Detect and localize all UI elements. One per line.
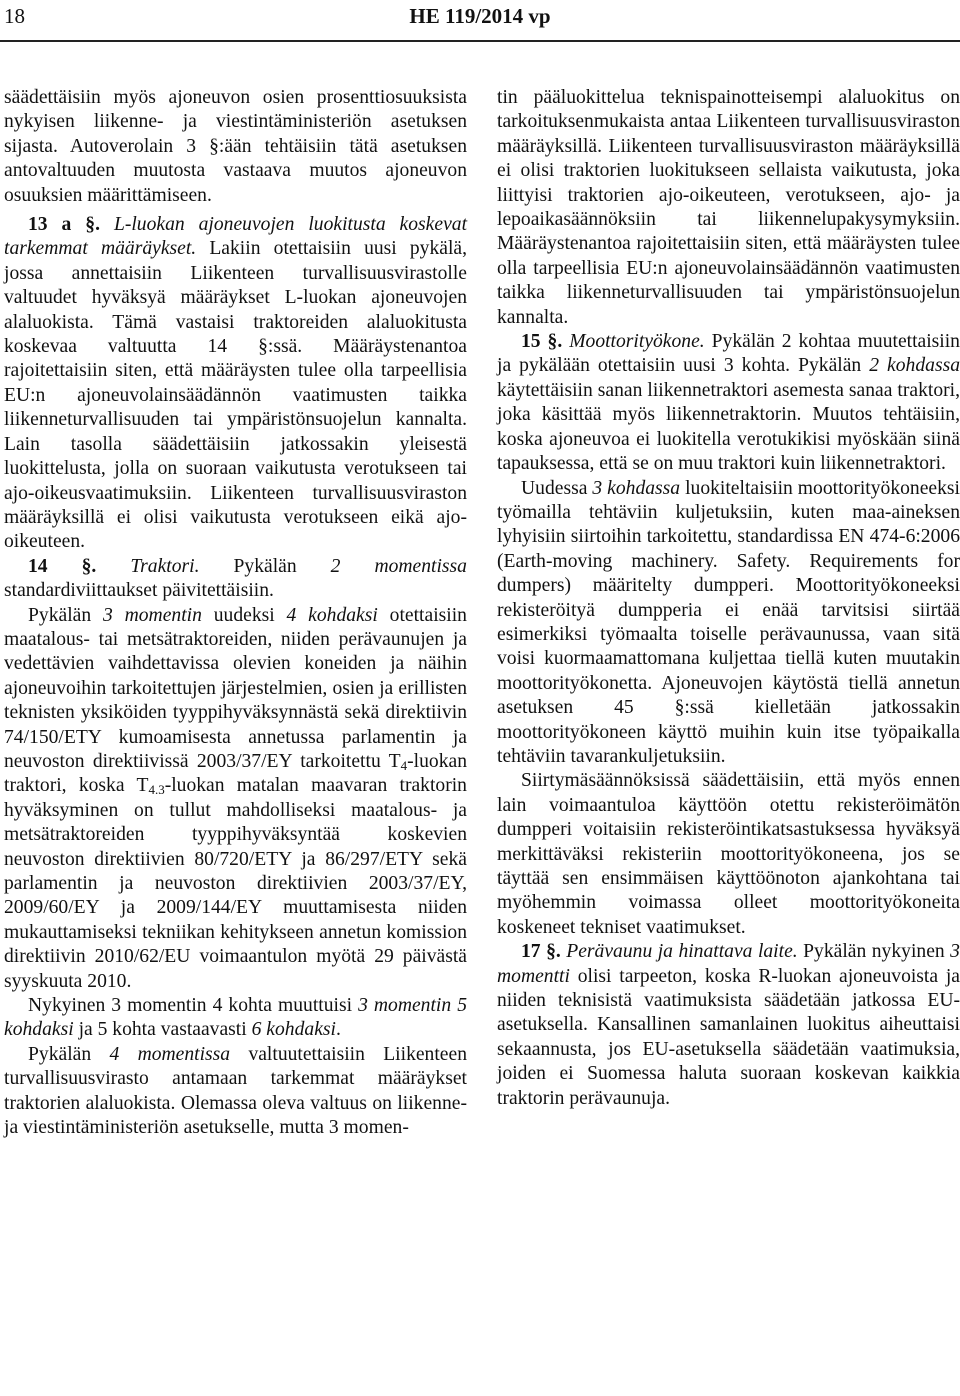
text-fragment: Pykälän nykyinen [803, 941, 945, 963]
section-title: Traktori. [130, 555, 200, 577]
emphasis: 4 kohdaksi [286, 604, 378, 626]
text-fragment: valtuutettaisiin Liikenteen turvallisuusvirasto antamaan tarkemmat määräykset traktorien alaluokista. Olemassa oleva valtuus on liikenne- ja viestintäministeriön asetukselle, mutta 3 momen- [4, 1043, 467, 1139]
text-fragment: Pykälän [233, 555, 297, 577]
emphasis: 3 kohdassa [592, 477, 681, 499]
text-fragment: Pykälän 2 kohtaa muutettaisiin ja pykälään otettaisiin uusi 3 kohta. Pykälän [497, 331, 960, 377]
page-number: 18 [4, 4, 25, 28]
text-fragment: käytettäisiin sanan liikennetraktori asemesta sanaa traktori, joka käsittää myös liikennetraktorin. Muutos tehtäisiin, koska ajoneuvoa ei luokitella verotukikisi myöskään siinä tapauksessa, että se on muu traktori kuin liikennetraktori. [497, 379, 960, 475]
text-fragment: olisi tarpeeton, koska R-luokan ajoneuvoista ja niiden teknisistä vaatimuksista säädetään jatkossa EU-asetuksella. Kansallinen samanlainen luokitus aiheuttaisi sekaannusta, jos EU-asetuksella säädetään vaatimuksia, joiden ei Suomessa haluta suoraan koskevan kaikkia traktorin perävaunuja. [497, 965, 960, 1109]
right-column [497, 86, 960, 1111]
paragraph-continued: tin pääluokittelua teknispainotteisempi alaluokitus on tarkoituksenmukaista antaa Liikenteen turvallisuusviraston määräyksillä. Liikenteen turvallisuusviraston määräyksillä ei olisi traktorien luokitukseen sellaista vaikutusta, joka liittyisi traktorien ajo-oikeuteen, verotukseen, ajo- ja lepoaikasäännöksiin tai liikennelupakysymyksiin. Määräystenantoa rajoitettaisiin siten, että määräysten tulee olla tarpeellisia EU:n ajoneuvolainsäädännön vaatimusten taikka liikenneturvallisuuden tai ympäristönsuojelun kannalta. [497, 87, 960, 328]
section-15 [497, 330, 960, 476]
text-fragment: Pykälän [28, 604, 92, 626]
paragraph-15-3 [497, 477, 960, 770]
emphasis: 2 kohdassa [869, 355, 960, 377]
paragraph-14-renumber [4, 994, 467, 1043]
section-17 [497, 940, 960, 1111]
left-column [4, 86, 467, 1140]
text-fragment: Nykyinen 3 momentin 4 kohta muuttuisi [28, 995, 353, 1017]
text-fragment: . [335, 1019, 341, 1041]
emphasis: 3 momentin [102, 604, 202, 626]
subscript: 4 [400, 757, 408, 773]
section-14 [4, 555, 467, 604]
text-fragment: luokiteltaisiin moottorityökoneeksi työmailla tehtäviin kuljetuksiin, kuten maa-aineksen lyhyisiin siirtoihin tarkoitettu, standardissa EN 474-6:2006 (Earth-moving machinery. Safety. Requirements for dumpers) määritelty dumpperi. Moottorityökoneeksi rekisteröityä dumpperia ei enää tarvitsisi siirtää esimerkiksi työmaalta toiselle perävaunussa, vaan sitä voisi kuormaamattomana kuljettaa tiellä kuten muutakin moottorityökonetta. Ajoneuvojen käytöstä tiellä annetun asetuksen 45 §:ssä kielletään jatkossakin moottorityökoneen käyttö muihin kuin itse työpaikalla tehtäviin tavarankuljetuksiin. [497, 477, 960, 767]
text-fragment: Uudessa [521, 477, 588, 499]
section-number: 15 §. [521, 331, 563, 353]
paragraph-intro: säädettäisiin myös ajoneuvon osien prosenttiosuuksista nykyisen liikenne- ja viestintäministeriön asetuksen sijasta. Autoverolain 3 §:ään tehtäisiin tätä asetuksen antovaltuuden muutosta vastaava muutos ajoneuvon osuuksien määrittämiseen. [4, 87, 467, 206]
emphasis: 3 momentti [497, 941, 960, 987]
paragraph-14-3 [4, 604, 467, 995]
text-fragment: -luokan matalan maavaran traktorin hyväksyminen on tullut mahdolliseksi maatalous- ja metsätraktoreiden tyyppihyväksyntää koskevien neuvoston direktiivien 80/720/ETY ja 86/297/ETY sekä parlamentin ja neuvoston direktiivien 2003/37/EY, 2009/60/EY ja 2009/144/EY muuttamisesta niiden mukauttamiseksi tekniikan kehitykseen annetun komission direktiivin 2010/62/EU voimaantulon myötä 29 päivästä syyskuuta 2010. [4, 775, 467, 992]
section-text: Lakiin otettaisiin uusi pykälä, jossa annettaisiin Liikenteen turvallisuusvirastolle valtuudet hyväksyä määräykset L-luokan ajoneuvojen alaluokista. Tämä vastaisi traktoreiden alaluokitusta koskevaa valtuutta 14 §:ssä. Määräystenantoa rajoitettaisiin siten, että määräysten tulee olla tarpeellisia EU:n ajoneuvolainsäädännön vaatimusten taikka liikenneturvallisuuden tai ympäristönsuojelun kannalta. Lain tasolla säädettäisiin jatkossakin yleisestä luokittelusta, jolla on suoraan vaikutusta verotukseen tai ajo-oikeusvaatimuksiin. Liikenteen turvallisuusviraston määräyksillä ei olisi vaikutusta verotukseen eikä ajo-oikeuteen. [4, 238, 468, 553]
text-fragment: ja 5 kohta vastaavasti [78, 1019, 247, 1041]
section-13a [4, 213, 467, 555]
section-title: Perävaunu ja hinattava laite. [566, 941, 798, 963]
text-fragment: uudeksi [213, 604, 275, 626]
section-number: 17 §. [521, 941, 561, 963]
page-header [0, 0, 960, 44]
text-fragment: Pykälän [28, 1043, 92, 1065]
emphasis: 4 momentissa [109, 1043, 231, 1065]
paragraph-transition: Siirtymäsäännöksissä säädettäisiin, että myös ennen lain voimaantuloa käyttöön otettu rekisteröimätön dumpperi voitaisiin rekisteröintikatsastuksessa hyväksyä merkittäväksi rekisteriin moottorityökoneena, jos se täyttää sen ensimmäisen käyttöönoton ajankohtana tai myöhemmin voimassa olleet moottorityökoneita koskeneet tekniset vaatimukset. [497, 770, 960, 938]
text-fragment: otettaisiin maatalous- tai metsätraktoreiden, niiden perävaunujen ja vedettävien vaihdettavissa olevien koneiden ja näihin ajoneuvoihin tarkoitettujen järjestelmien, osien ja erillisten teknisten yksiköiden tyyppihyväksynnästä sekä direktiivin 74/150/ETY kumoamisesta annetussa parlamentin ja neuvoston direktiivissä 2003/37/EY tarkoitettu T [4, 604, 467, 772]
document-id: HE 119/2014 vp [409, 4, 551, 28]
section-number: 13 a §. [28, 214, 100, 236]
text-fragment: standardiviittaukset päivitettäisiin. [4, 580, 274, 602]
section-title: L-luokan ajoneuvojen luokitusta koskevat tarkemmat määräykset. [4, 214, 468, 260]
paragraph-14-4 [4, 1043, 467, 1141]
emphasis: 6 kohdaksi [251, 1019, 336, 1041]
emphasis: 2 momentissa [330, 555, 467, 577]
header-rule [0, 40, 960, 42]
section-title: Moottorityökone. [569, 331, 705, 353]
section-number: 14 §. [28, 555, 97, 577]
subscript: 4.3 [148, 782, 165, 798]
emphasis: 3 momentin 5 kohdaksi [4, 995, 467, 1041]
text-fragment: -luokan traktori, koska T [4, 750, 467, 797]
